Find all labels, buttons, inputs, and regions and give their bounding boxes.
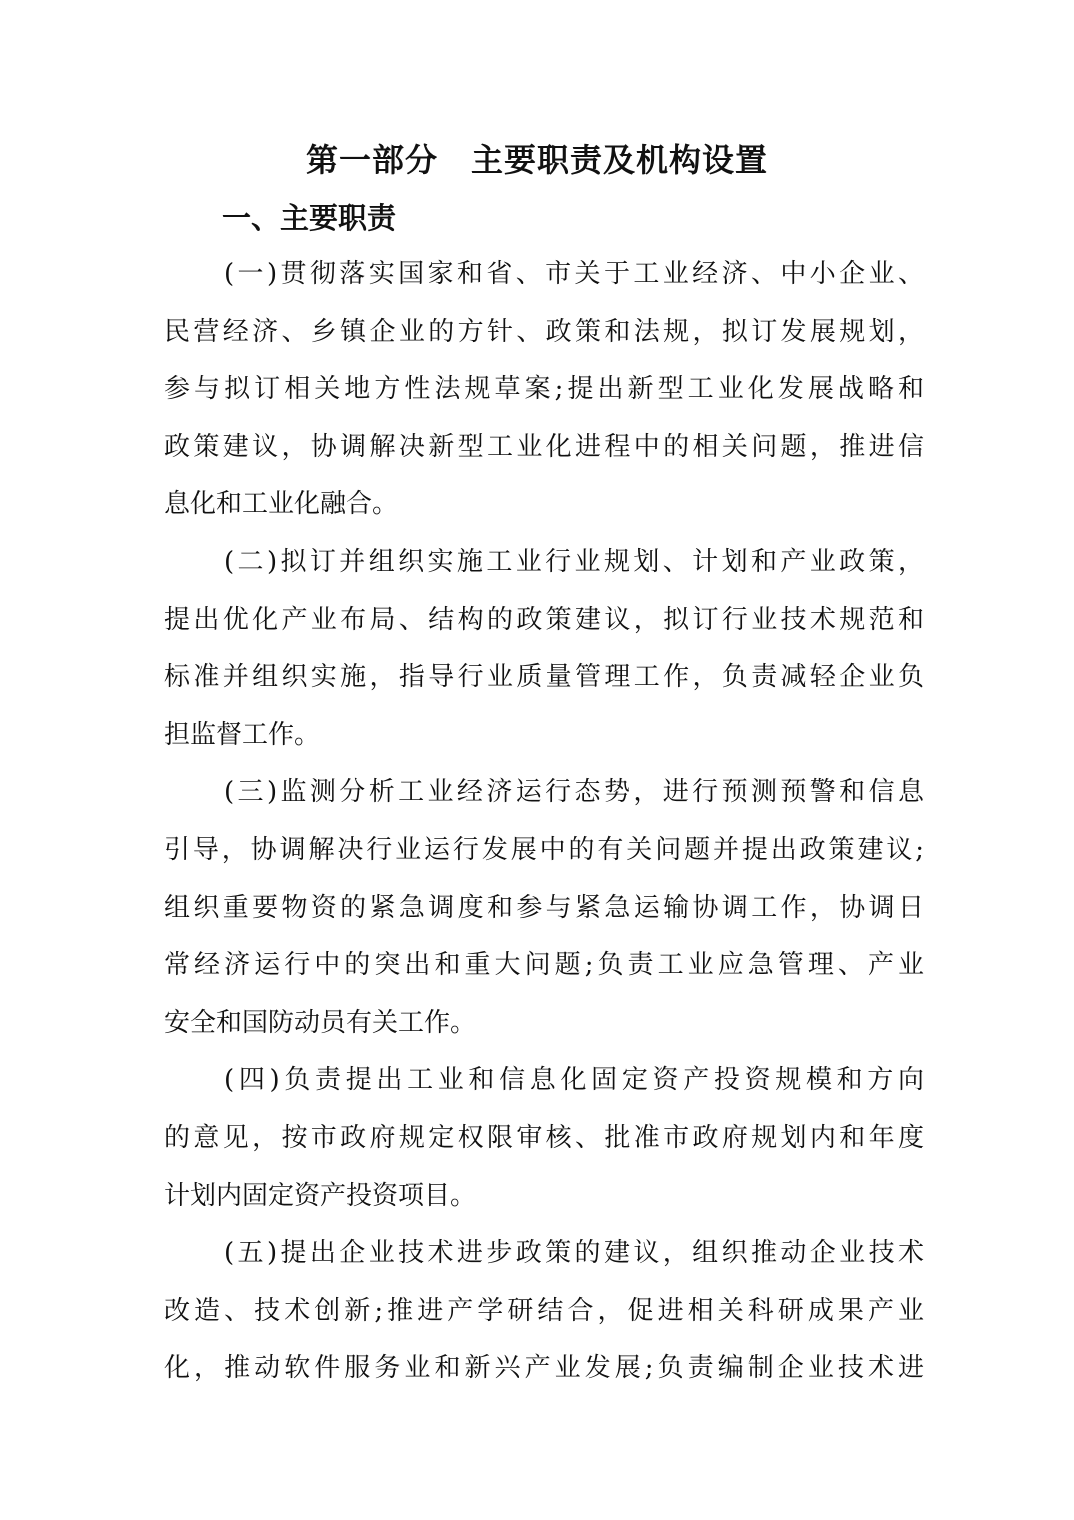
text-line: (四)负责提出工业和信息化固定资产投资规模和方向 xyxy=(224,1065,924,1096)
page-title: 第一部分 主要职责及机构设置 xyxy=(305,141,768,179)
text-line: 组织重要物资的紧急调度和参与紧急运输协调工作，协调日 xyxy=(164,892,924,923)
text-line: (三)监测分析工业经济运行态势，进行预测预警和信息 xyxy=(224,777,924,808)
section-heading: 一、主要职责 xyxy=(222,201,397,235)
paragraph xyxy=(164,534,924,764)
text-line: 计划内固定资产投资项目。 xyxy=(164,1180,477,1211)
paragraph xyxy=(164,1052,924,1225)
body-text xyxy=(164,246,924,1398)
text-line: 政策建议，协调解决新型工业化进程中的相关问题，推进信 xyxy=(164,431,924,462)
text-line: (五)提出企业技术进步政策的建议，组织推动企业技术 xyxy=(224,1238,924,1269)
text-line: 息化和工业化融合。 xyxy=(164,489,399,520)
paragraph xyxy=(164,764,924,1052)
text-line: 的意见，按市政府规定权限审核、批准市政府规划内和年度 xyxy=(164,1122,924,1153)
text-line: 引导，协调解决行业运行发展中的有关问题并提出政策建议; xyxy=(164,834,924,865)
text-line: 提出优化产业布局、结构的政策建议，拟订行业技术规范和 xyxy=(164,604,924,635)
text-line: 改造、技术创新;推进产学研结合，促进相关科研成果产业 xyxy=(164,1295,924,1326)
paragraph xyxy=(164,1225,924,1398)
text-line: 常经济运行中的突出和重大问题;负责工业应急管理、产业 xyxy=(164,950,924,981)
text-line: 民营经济、乡镇企业的方针、政策和法规，拟订发展规划， xyxy=(164,316,924,347)
text-line: 参与拟订相关地方性法规草案;提出新型工业化发展战略和 xyxy=(164,374,924,405)
text-line: 化，推动软件服务业和新兴产业发展;负责编制企业技术进 xyxy=(164,1353,924,1384)
text-line: (二)拟订并组织实施工业行业规划、计划和产业政策， xyxy=(224,546,924,577)
text-line: 安全和国防动员有关工作。 xyxy=(164,1007,477,1038)
text-line: 标准并组织实施，指导行业质量管理工作，负责减轻企业负 xyxy=(164,662,924,693)
text-line: (一)贯彻落实国家和省、市关于工业经济、中小企业、 xyxy=(224,259,924,289)
paragraph xyxy=(164,246,924,534)
text-line: 担监督工作。 xyxy=(164,719,321,750)
